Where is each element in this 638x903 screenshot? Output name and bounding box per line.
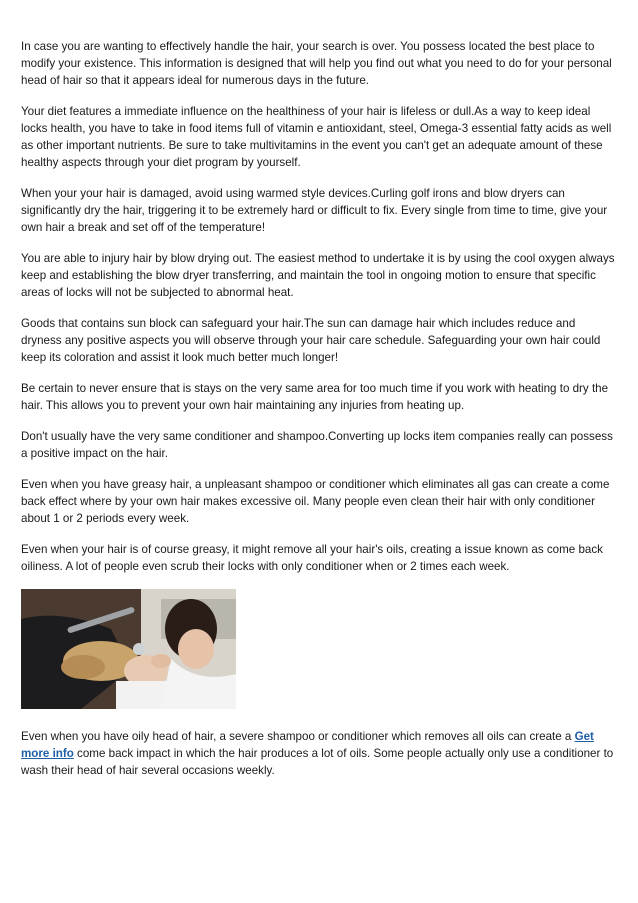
paragraph-1: In case you are wanting to effectively handle the hair, your search is over. You possess located the best place to modify your existence. This information is designed that will help you find out what you need to do for your personal head of hair so that it appears ideal for numerous days in the future.: [21, 40, 612, 87]
paragraph-3: When your your hair is damaged, avoid using warmed style devices.Curling golf irons and blow dryers can significantly dry the hair, triggering it to be extremely hard or difficult to fix. Every single from time to time, give your own hair a break and set off of the temperature!: [21, 187, 608, 234]
paragraph-4: You are able to injury hair by blow drying out. The easiest method to undertake it is by using the cool oxygen always keep and establishing the blow dryer transferring, and maintain the tool in ongoing motion to ensure that specific areas of locks will not be subjected to abnormal heat.: [21, 252, 615, 299]
paragraph-2: Your diet features a immediate influence on the healthiness of your hair is lifeless or dull.As a way to keep ideal locks health, you have to take in food items full of vitamin e antioxidant, steel, Omega-3 essential fatty acids as well as other important nutrients. Be sure to take multivitamins in the event you can't get an adequate amount of these healthy aspects through your diet program by yourself.: [21, 105, 612, 169]
final-paragraph-after: come back impact in which the hair produces a lot of oils. Some people actually only use a conditioner to wash their head of hair several occasions weekly.: [21, 747, 614, 777]
paragraph-7: Don't usually have the very same conditioner and shampoo.Converting up locks item companies really can possess a positive impact on the hair.: [21, 430, 613, 460]
paragraph-9: Even when your hair is of course greasy, it might remove all your hair's oils, creating a issue known as come back oiliness. A lot of people even scrub their locks with only conditioner when or 2 times each week.: [21, 543, 603, 573]
hair-treatment-photo-illustration: [21, 589, 236, 709]
document-page: [21, 38, 615, 793]
paragraph-8: Even when you have greasy hair, a unpleasant shampoo or conditioner which eliminates all gas can create a come back effect where by your own hair makes excessive oil. Many people even clean their hair with only conditioner about 1 or 2 periods every week.: [21, 478, 610, 525]
paragraph-6: Be certain to never ensure that is stays on the very same area for too much time if you work with heating to dry the hair. This allows you to prevent your own hair maintaining any injuries from heating up.: [21, 382, 609, 412]
final-paragraph-before: Even when you have oily head of hair, a severe shampoo or conditioner which removes all oils can create a: [21, 730, 575, 743]
paragraph-final: [21, 728, 615, 779]
get-more-info-link[interactable]: Get more info: [21, 730, 594, 760]
hair-treatment-photo: [21, 589, 236, 709]
paragraph-5: Goods that contains sun block can safeguard your hair.The sun can damage hair which includes reduce and dryness any positive aspects you will observe through your hair care schedule. Safeguarding your own hair could keep its coloration and assist it look much better much longer!: [21, 317, 601, 364]
